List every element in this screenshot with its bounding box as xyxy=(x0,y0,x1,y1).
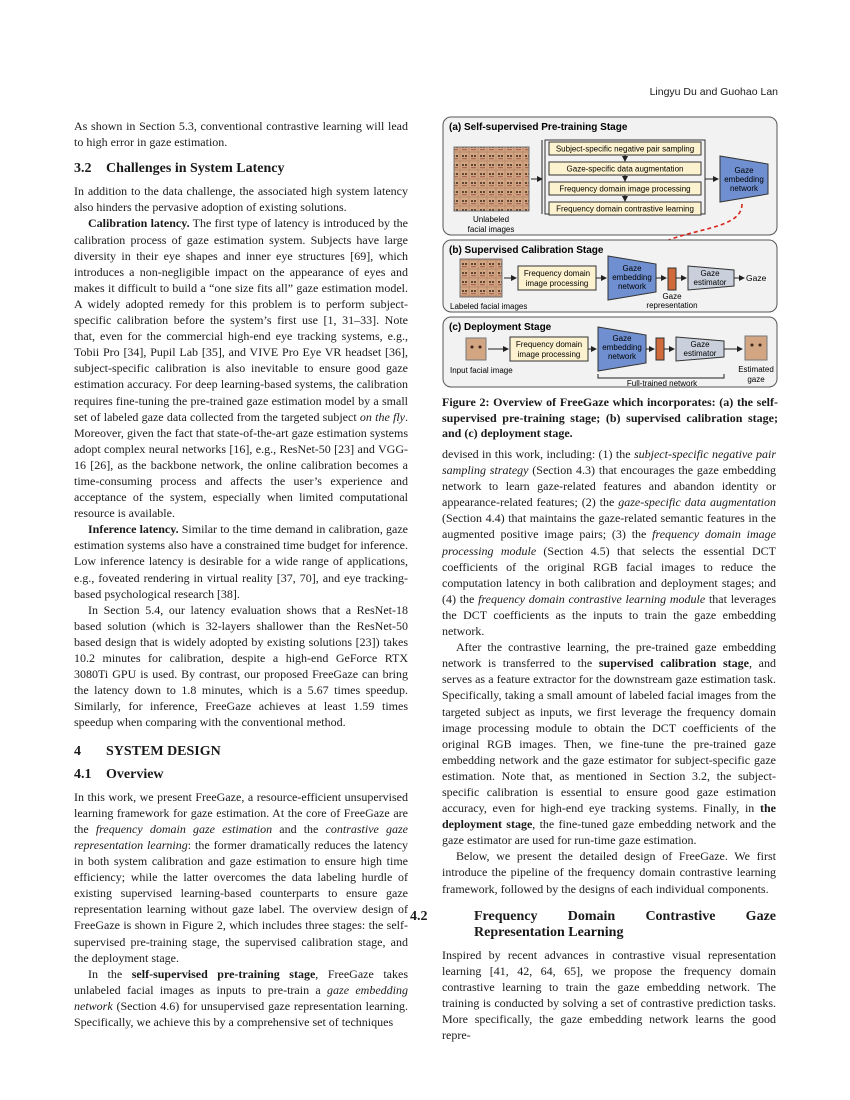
unlabeled-faces-image xyxy=(454,147,529,211)
section-heading-4-2: 4.2 Frequency Domain Contrastive Gaze Representation Learning xyxy=(410,908,776,940)
svg-text:Frequency domain image process: Frequency domain image processing xyxy=(559,184,691,194)
svg-text:gaze: gaze xyxy=(747,375,765,384)
section-heading-3-2: 3.2 Challenges in System Latency xyxy=(74,161,285,177)
svg-text:image processing: image processing xyxy=(517,350,581,359)
gaze-output-b: Gaze xyxy=(746,273,767,283)
svg-text:Subject-specific negative pair: Subject-specific negative pair sampling xyxy=(555,144,695,154)
full-trained-label: Full-trained network xyxy=(626,379,698,388)
svg-text:network: network xyxy=(729,184,759,193)
left-column xyxy=(74,118,408,1030)
paragraph-techniques: devised in this work, including: (1) the subject-specific negative pair sampling strategy (Section 4.3) that encourages the gaze embedding network to learn gaze-related features and abandon identity or appearance-related features; (2) the gaze-specific data augmentation (Section 4.4) that maintains the gaze-related semantic features in the augmented positive image pairs; (3) the frequency domain image processing module (Section 4.5) that selects the essential DCT coefficients of the original RGB facial images to reduce the computation latency in both calibration and deployment stages; and (4) the frequency domain contrastive learning module that leverages the DCT coefficients as the inputs to train the gaze embedding network. xyxy=(442,447,776,639)
svg-text:network: network xyxy=(607,352,637,361)
svg-text:embedding: embedding xyxy=(612,273,652,282)
svg-text:Estimated: Estimated xyxy=(738,365,774,374)
svg-text:estimator: estimator xyxy=(683,349,717,358)
estimated-gaze-image xyxy=(745,336,767,360)
svg-text:Frequency domain: Frequency domain xyxy=(515,340,583,349)
paragraph: In addition to the data challenge, the associated high system latency also hinders the pervasive adoption of existing solutions. xyxy=(74,184,408,215)
section-heading-4-1: 4.1 Overview xyxy=(74,766,164,782)
labeled-faces-image xyxy=(460,259,502,297)
paragraph-inference-latency: Inference latency. Similar to the time demand in calibration, gaze estimation systems also have a constrained time budget for inference. Low inference latency is desirable for a wide range of applications, e.g., foveated rendering in virtual reality [37, 70], and eye tracking-based psychological research [38]. xyxy=(74,522,409,601)
svg-text:estimator: estimator xyxy=(693,278,727,287)
svg-text:embedding: embedding xyxy=(724,175,764,184)
svg-text:Gaze: Gaze xyxy=(662,292,682,301)
figure-2-caption: Figure 2: Overview of FreeGaze which incorporates: (a) the self-supervised pre-training stage; (b) supervised calibration stage; and (c) deployment stage. xyxy=(442,395,778,440)
paragraph: Inspired by recent advances in contrastive visual representation learning [41, 42, 64, 65], we propose the frequency domain contrastive learning to train the gaze embedding network. The training is conducted by solving a set of contrastive prediction tasks. More specifically, the gaze embedding network learns the good repre- xyxy=(442,947,776,1043)
svg-text:Gaze: Gaze xyxy=(612,334,632,343)
paragraph: In Section 5.4, our latency evaluation shows that a ResNet-18 based solution (which is 32-layers shallower than the ResNet-50 based design that is widely adopted by existing solutions [23]) takes 10.2 minutes for calibration, despite a high-end GeForce RTX 3080Ti GPU is used. By contrast, our proposed FreeGaze can bring the latency down to 1.8 minutes, which is a 5.67 times speedup. Similarly, for inference, FreeGaze achieves at least 1.59 times speedup when comparing with the conventional method. xyxy=(74,602,408,730)
stage-b-title: (b) Supervised Calibration Stage xyxy=(449,245,604,256)
svg-text:Gaze: Gaze xyxy=(690,340,710,349)
stage-c-title: (c) Deployment Stage xyxy=(449,322,552,333)
svg-text:Gaze: Gaze xyxy=(734,166,754,175)
svg-text:Gaze: Gaze xyxy=(622,264,642,273)
svg-text:embedding: embedding xyxy=(602,343,642,352)
figure-2-diagram xyxy=(442,116,778,388)
svg-text:Gaze-specific data augmentatio: Gaze-specific data augmentation xyxy=(566,164,684,174)
running-header: Lingyu Du and Guohao Lan xyxy=(649,86,778,98)
paragraph: As shown in Section 5.3, conventional contrastive learning will lead to high error in gaze estimation. xyxy=(74,119,408,150)
unlabeled-label-1: Unlabeled xyxy=(472,215,510,224)
unlabeled-label-2: facial images xyxy=(467,225,515,234)
paragraph-pretraining: In the self-supervised pre-training stage, FreeGaze takes unlabeled facial images as inputs to pre-train a gaze embedding network (Section 4.6) for unsupervised gaze representation learning. Specifically, we achieve this by a comprehensive set of techniques xyxy=(74,966,408,1029)
svg-text:Frequency domain contrastive l: Frequency domain contrastive learning xyxy=(556,204,694,214)
input-face-image xyxy=(466,338,486,360)
input-face-label: Input facial image xyxy=(450,366,513,375)
svg-text:Frequency domain: Frequency domain xyxy=(523,269,591,278)
section-heading-4: 4 SYSTEM DESIGN xyxy=(74,744,221,760)
paragraph-calibration-latency: Calibration latency. The first type of latency is introduced by the calibration process of gaze estimation system. Subjects have large diversity in their eye shapes and inner eye structures [69], which introduces a non-negligible impact on the appearance of eyes and makes it difficult to build a “one size fits all” gaze estimation model. A widely adopted remedy for this problem is to perform subject-specific calibration before the system’s first use [1, 31–33]. Note that, even for the commercial high-end eye tracking systems, e.g., Tobii Pro [34], Pupil Lab [35], and VIVE Pro Eye VR headset [36], subject-specific calibration is also inevitable to ensure good gaze estimation accuracy. For deep learning-based systems, the calibration requires fine-tuning the pre-trained gaze estimation model by a small set of labeled gaze data collected from the targeted subject on the fly. Moreover, given the fact that state-of-the-art gaze estimation systems adopt complex neural networks [16], e.g., ResNet-50 [23] and VGG-16 [26], as the backbone network, the online calibration becomes a time-consuming process and affects the user’s experience and acceptance of the system, especially when limited computational resource is available. xyxy=(74,216,408,521)
right-column xyxy=(410,446,776,1043)
svg-text:network: network xyxy=(617,282,647,291)
gaze-representation-c xyxy=(656,338,664,360)
paragraph: Below, we present the detailed design of FreeGaze. We first introduce the pipeline of the frequency domain contrastive learning framework, followed by the designs of each individual components. xyxy=(442,849,776,896)
svg-text:image processing: image processing xyxy=(525,279,589,288)
gaze-representation-b xyxy=(668,268,676,290)
labeled-label: Labeled facial images xyxy=(450,302,528,311)
figure-2 xyxy=(442,116,778,442)
stage-a-title: (a) Self-supervised Pre-training Stage xyxy=(449,122,628,133)
svg-text:representation: representation xyxy=(646,301,698,310)
paragraph-overview: In this work, we present FreeGaze, a resource-efficient unsupervised learning framework for gaze estimation. At the core of FreeGaze are the frequency domain gaze estimation and the contrastive gaze representation learning: the former dramatically reduces the latency in both system calibration and gaze estimation to ensure high time efficiency; while the latter overcomes the data labeling hurdle of existing supervised learning-based counterparts to ensure gaze representation learning without gaze label. The overview design of FreeGaze is shown in Figure 2, which includes three stages: the self-supervised pre-training stage, the supervised calibration stage, and the deployment stage. xyxy=(74,789,408,965)
svg-text:Gaze: Gaze xyxy=(700,269,720,278)
paragraph-calibration-stage: After the contrastive learning, the pre-trained gaze embedding network is transferred to the supervised calibration stage, and serves as a feature extractor for the downstream gaze estimation task. Specifically, taking a small amount of labeled facial images from the targeted subject as inputs, we first leverage the frequency domain image processing module to obtain the DCT coefficients of the original RGB images. Then, we fine-tune the pre-trained gaze embedding network and the gaze estimator for subject-specific gaze estimation. Note that, as mentioned in Section 3.2, the subject-specific calibration is essential to ensure good gaze estimation accuracy, even for high-end eye tracking systems. Finally, in the deployment stage, the fine-tuned gaze embedding network and the gaze estimator are used for run-time gaze estimation. xyxy=(442,640,776,848)
